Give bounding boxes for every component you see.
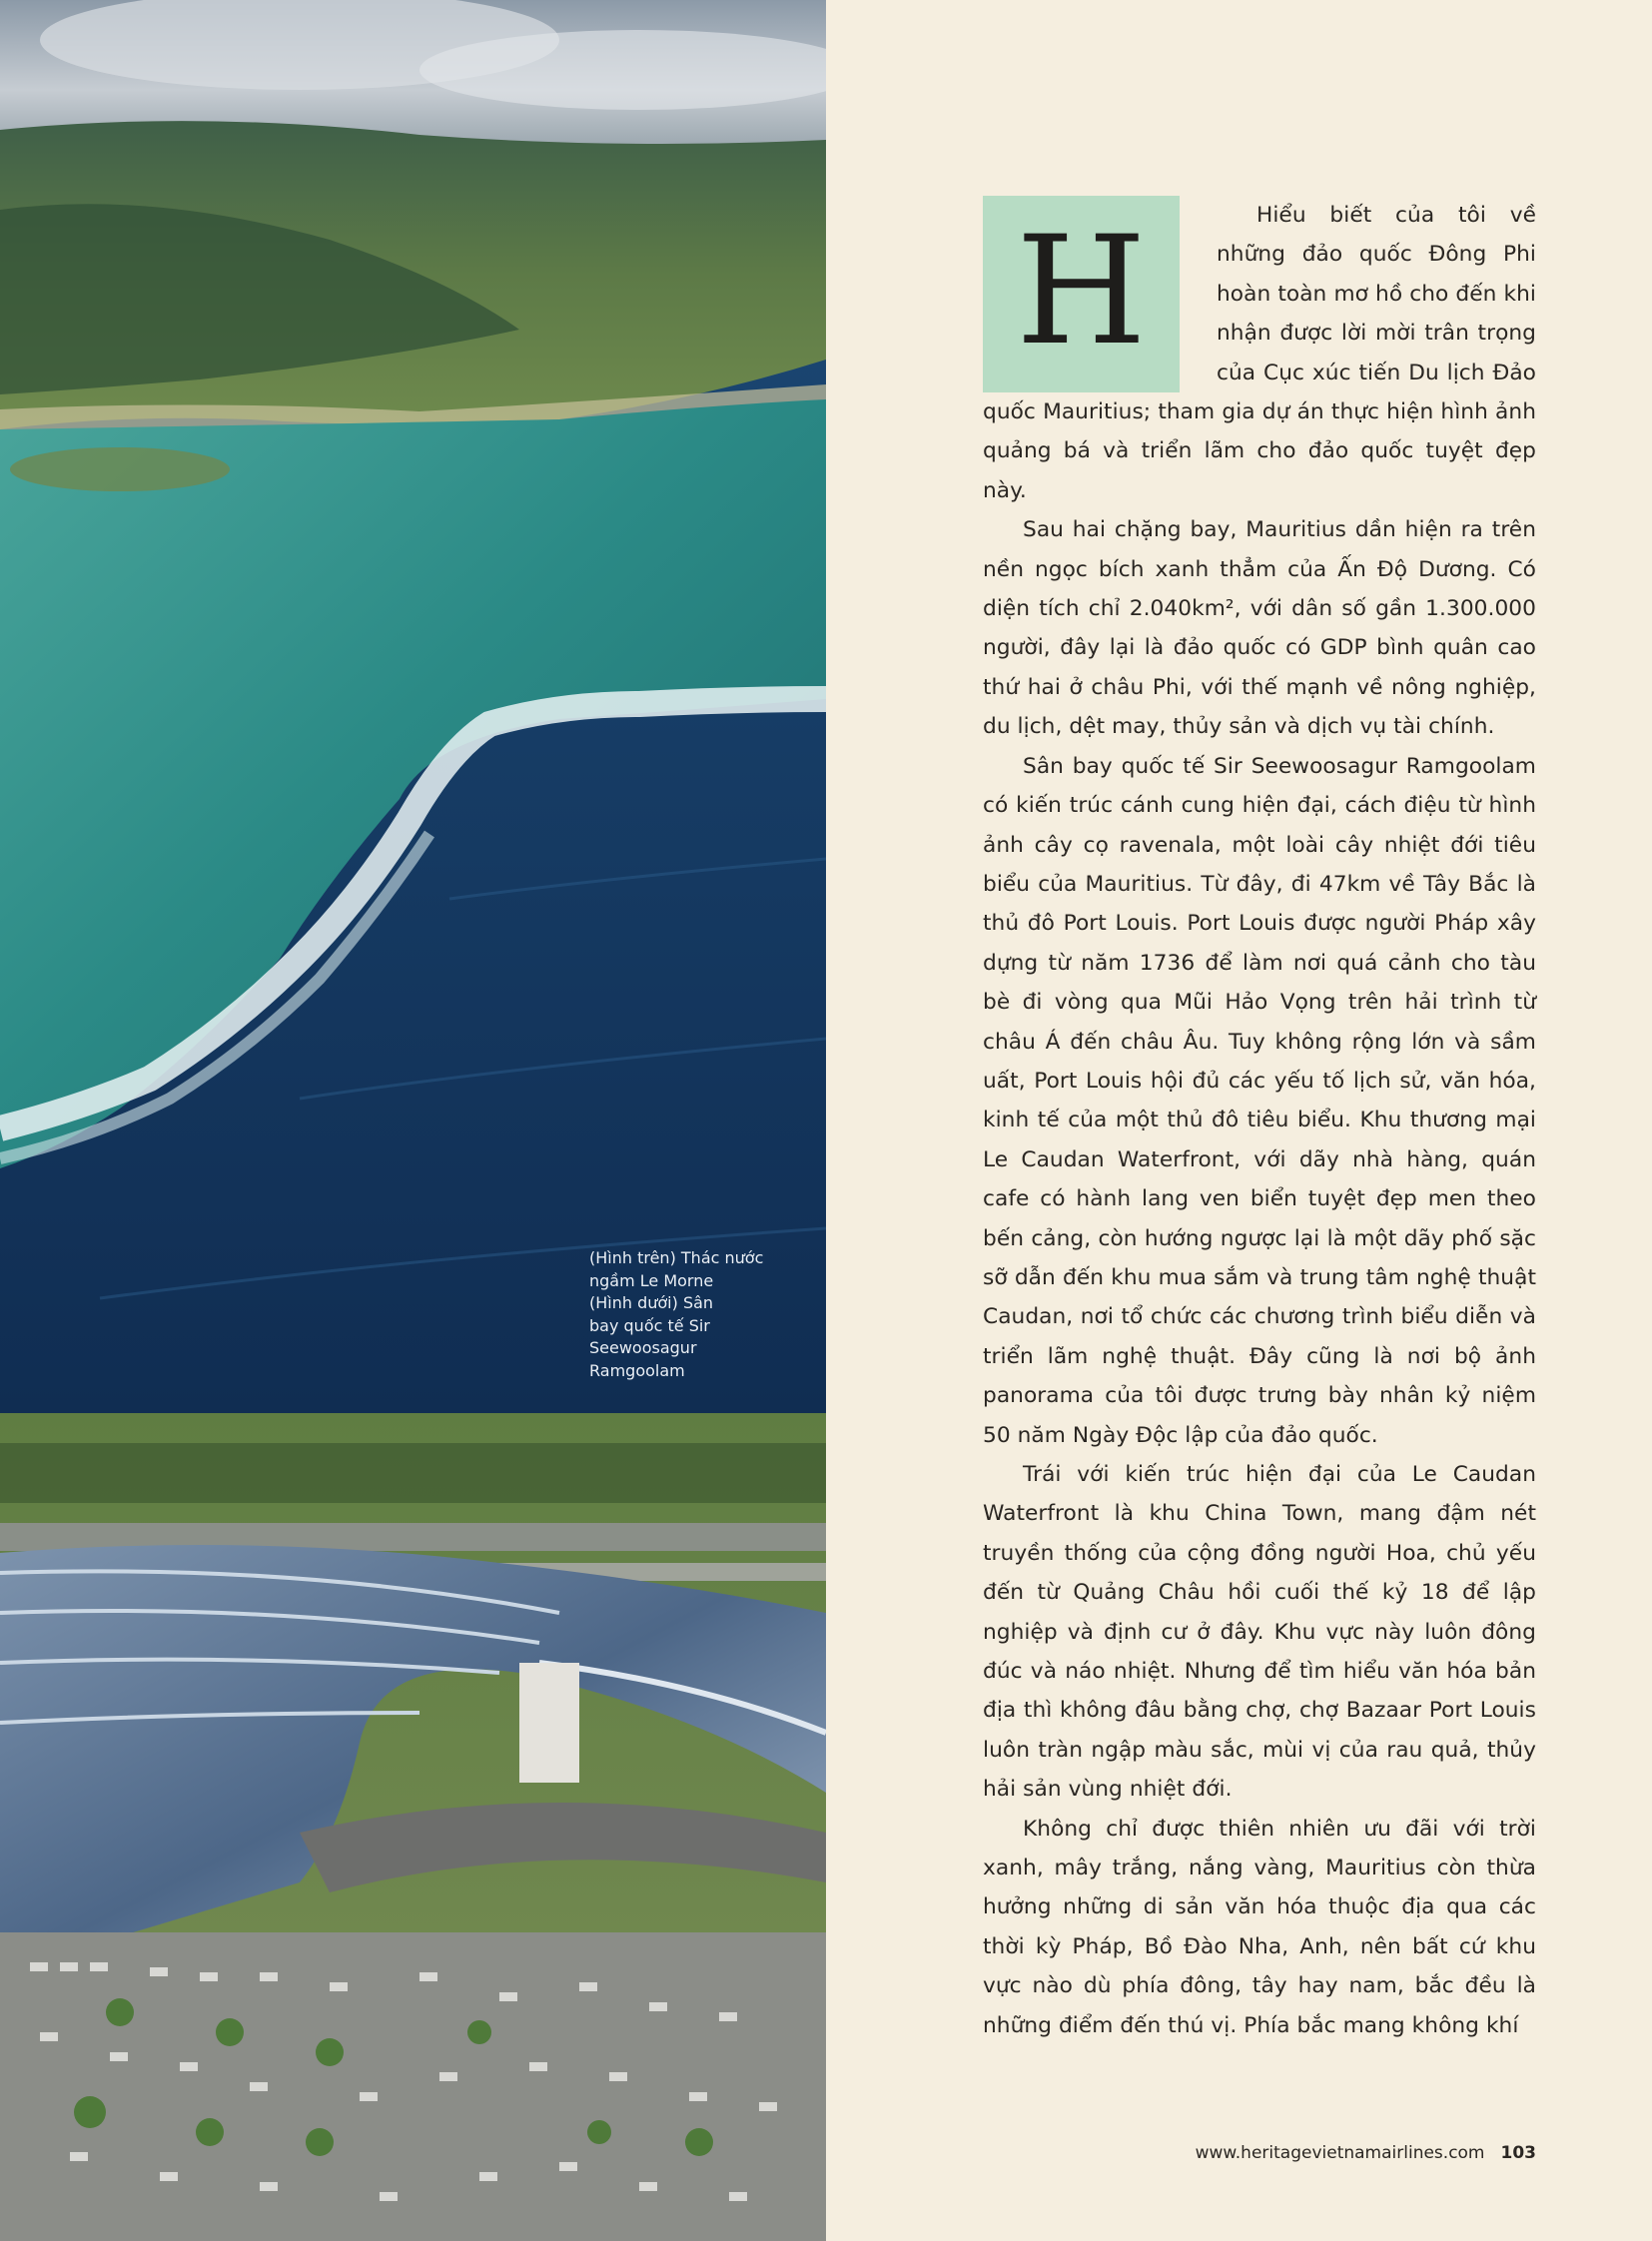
page-footer (1189, 2143, 1536, 2163)
dropcap-box (983, 196, 1180, 392)
article-body (983, 196, 1536, 2045)
airport-aerial-photo (0, 1413, 826, 2241)
caption-line: (Hình dưới) Sân (589, 1293, 714, 1312)
caption-line: (Hình trên) Thác nước (589, 1248, 764, 1267)
caption-line: ngầm Le Morne (589, 1270, 714, 1290)
le-morne-aerial-photo (0, 0, 826, 1413)
paragraph: Trái với kiến trúc hiện đại của Le Caudan Waterfront là khu China Town, mang đậm nét truyền thống của cộng đồng người Hoa, chủ yếu đến từ Quảng Châu hồi cuối thế kỷ 18 để lập nghiệp và định cư ở đây. Khu vực này luôn đông đúc và náo nhiệt. Nhưng để tìm hiểu văn hóa bản địa thì không đâu bằng chợ, chợ Bazaar Port Louis luôn tràn ngập màu sắc, mùi vị của rau quả, thủy hải sản vùng nhiệt đới. (983, 1462, 1536, 1803)
paragraph-intro: Hiểu biết của tôi về những đảo quốc Đông Phi hoàn toàn mơ hồ cho đến khi nhận được lời mời trân trọng của Cục xúc tiến Du lịch Đảo quốc Mauritius; tham gia dự án thực hiện hình ảnh quảng bá và triển lãm cho đảo quốc tuyệt đẹp này. (983, 203, 1536, 503)
paragraph: Sân bay quốc tế Sir Seewoosagur Ramgoolam có kiến trúc cánh cung hiện đại, cách điệu từ hình ảnh cây cọ ravenala, một loài cây nhiệt đới tiêu biểu của Mauritius. Từ đây, đi 47km về Tây Bắc là thủ đô Port Louis. Port Louis được người Pháp xây dựng từ năm 1736 để làm nơi quá cảnh cho tàu bè đi vòng qua Mũi Hảo Vọng trên hải trình từ châu Á đến châu Âu. Tuy không rộng lớn và sầm uất, Port Louis hội đủ các yếu tố lịch sử, văn hóa, kinh tế của một thủ đô tiêu biểu. Khu thương mại Le Caudan Waterfront, với dãy nhà hàng, quán cafe có hành lang ven biển tuyệt đẹp men theo bến cảng, còn hướng ngược lại là một dãy phố sặc sỡ dẫn đến khu mua sắm và trung tâm nghệ thuật Caudan, nơi tổ chức các chương trình biểu diễn và triển lãm nghệ thuật. Đây cũng là nơi bộ ảnh panorama của tôi được trưng bày nhân kỷ niệm 50 năm Ngày Độc lập của đảo quốc. (983, 753, 1536, 1448)
caption-line: Seewoosagur (589, 1338, 697, 1357)
caption-line: Ramgoolam (589, 1360, 685, 1380)
page-number: 103 (1500, 2143, 1536, 2163)
caption-line: bay quốc tế Sir (589, 1315, 710, 1335)
paragraph: Không chỉ được thiên nhiên ưu đãi với trời xanh, mây trắng, nắng vàng, Mauritius còn thừa hưởng những di sản văn hóa thuộc địa qua các thời kỳ Pháp, Bồ Đào Nha, Anh, nên bất cứ khu vực nào dù phía đông, tây hay nam, bắc đều là những điểm đến thú vị. Phía bắc mang không khí (983, 1816, 1536, 2038)
photo-caption (589, 1247, 789, 1382)
paragraph: Sau hai chặng bay, Mauritius dần hiện ra trên nền ngọc bích xanh thẳm của Ấn Độ Dương. Có diện tích chỉ 2.040km², với dân số gần 1.300.000 người, đây lại là đảo quốc có GDP bình quân cao thứ hai ở châu Phi, với thế mạnh về nông nghiệp, du lịch, dệt may, thủy sản và dịch vụ tài chính. (983, 517, 1536, 740)
footer-url: www.heritagevietnamairlines.com (1195, 2143, 1485, 2163)
dropcap-letter: H (1016, 205, 1147, 378)
